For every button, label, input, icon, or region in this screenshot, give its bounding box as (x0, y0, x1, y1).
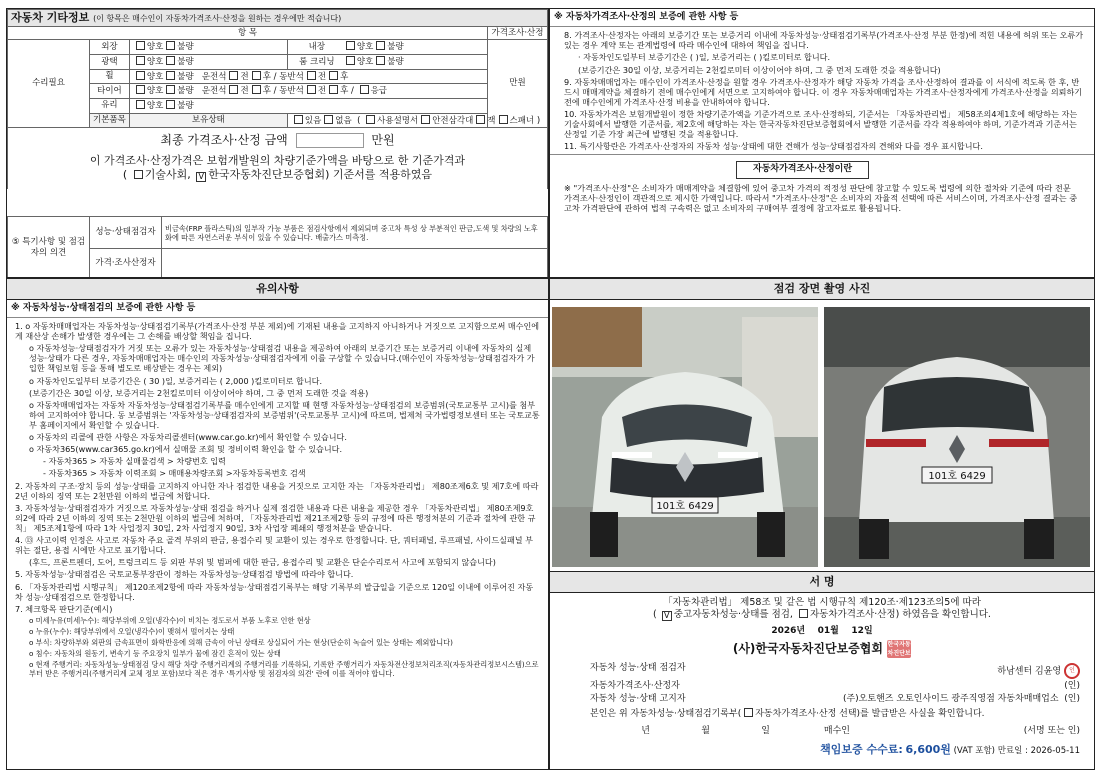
room-clean-bad-checkbox[interactable] (376, 56, 385, 65)
signer-rows (550, 662, 1094, 757)
notice-item: 2. 자동차의 구조·장치 등의 성능·상태를 고지하지 아니한 자나 점검한 내용을 거짓으로 고지한 자는 「자동차관리법」 제80조제6호 및 제7호에 따라 2년 이하의 징역 또는 2천만원 이하의 벌금에 처합니다. (15, 480, 539, 501)
item-text: 특기사항란은 가격조사·산정자의 자동차 성능·상태에 대한 견해가 성능·상태점검자의 견해와 다를 경우 표시합니다. (579, 141, 983, 152)
row-glass-label: 유리 (90, 98, 130, 113)
issuer-org (550, 637, 1094, 666)
signer-role: 자동차가격조사·산정자 (590, 680, 680, 691)
wheel-driver-front-checkbox[interactable] (229, 71, 238, 80)
rear-label: 후 (340, 71, 349, 82)
confirm-pricing-label: 자동차가격조사·산정) 하였음을 확인합니다. (809, 608, 991, 620)
notice-item: 7. 체크항목 판단기준(예시) (15, 603, 113, 614)
row-room-clean-label: 룸 크리닝 (299, 57, 335, 67)
fee-amount: 6,600원 (905, 742, 951, 756)
confirm-inspection-label: 중고자동차성능·상태를 점검, (673, 608, 793, 620)
basic-item-label: 사용설명서 (377, 115, 419, 126)
notice-item: - 자동차365 > 자동차 실매물검색 > 차량번호 입력 (43, 456, 226, 467)
criteria-item: o 미세누유(미세누수): 해당부위에 오일(냉각수)이 비치는 정도로서 부품 노후로 인한 현상 (29, 615, 311, 625)
rear-label: 후 (340, 86, 349, 97)
final-price-input[interactable] (296, 133, 364, 148)
issue-month: 01월 (817, 625, 839, 636)
item-number: 10. (564, 109, 577, 120)
wheel-good-checkbox[interactable] (136, 71, 145, 80)
opt-label: 양호 (146, 57, 164, 67)
wheel-passenger-rear-checkbox[interactable] (329, 71, 338, 80)
front-label: 전 (317, 71, 327, 82)
notice-item: - 자동차365 > 자동차 이력조회 > 매매용차량조회 >자동차등록번호 검색 (43, 468, 306, 479)
basic-item-label: 스패너 (509, 115, 535, 126)
opt-label: 불량 (177, 86, 194, 97)
notice-item: 5. 자동차성능·상태점검은 국토교통부장관이 정하는 자동차성능·상태점검 방법에 따라야 합니다. (15, 569, 354, 580)
item-column-header: 항 목 (8, 26, 488, 40)
triangle-checkbox[interactable] (421, 115, 430, 124)
rear-label: 후 (262, 86, 271, 97)
confirm-inspection-checkbox[interactable]: V (662, 611, 672, 621)
notices-list (7, 318, 548, 678)
exterior-good-checkbox[interactable] (136, 41, 145, 50)
criteria-item: o 침수: 자동차의 원동기, 변속기 등 주요장치 일부가 물에 잠긴 흔적이 있는 상태 (29, 648, 281, 658)
opt-label: 양호 (146, 100, 164, 111)
tire-good-checkbox[interactable] (136, 85, 145, 94)
manual-checkbox[interactable] (366, 115, 375, 124)
gloss-good-checkbox[interactable] (136, 56, 145, 65)
notice-item: 1. o 자동차매매업자는 자동차성능·상태점검기록부(가격조사·산정 부분 제외)에 기재된 내용을 고지하지 아니하거나 거짓으로 고지함으로써 매수인에게 재산상 손해가 발생한 경우에는 그 손해를 배상할 책임을 집니다. (15, 321, 540, 342)
signer-name: (주)오토핸즈 오토인사이드 광주직영점 자동차매매업소 (842, 694, 1059, 705)
opt-label: 양호 (356, 42, 374, 53)
inspection-photos (550, 299, 1094, 571)
warranty-item: · 자동차인도일부터 보증기간은 ( )일, 보증거리는 ( )킬로미터로 합니다. (578, 52, 831, 63)
warranty-item (564, 30, 1086, 50)
rear-label: 후 (262, 71, 271, 82)
notice-item: o 자동차성능·상태점검자가 거짓 또는 오류가 있는 자동차성능·상태점검 내용을 제공하여 아래의 보증기간 또는 보증거리 이내에 자동차의 실제 성능·상태가 다른 경우, 자동차매매업자는 매수인의 자동차성능·상태점검자에게 이를 구상할 수 있습니다.(매수인이 자동차성능·상태점검자가 가입한 책임보험 등을 통해 별도로 배상받는 경우는 제외) (29, 343, 535, 374)
photos-and-signature-section (549, 278, 1095, 770)
notice-item: o 자동차매매업자는 자동차 자동차성능·상태점검기록부를 매수인에게 고지할 때 현행 자동차성능·상태점검의 보증범위(국토교통부 고시)를 첨부하여 고지하여야 합니다. 동 보증범위는 '자동차성능·상태점검자의 보증범위'(국토교통부 고시)에 따르며, 법제처 국가법령정보센터 또는 국토교통부 홈페이지에서 확인할 수 있습니다. (29, 399, 540, 430)
wheel-driver-rear-checkbox[interactable] (252, 71, 261, 80)
other-info-table: 자동차 기타정보 (이 항목은 매수인이 자동차가격조사·산정을 원하는 경우에만 적습니다) 항 목 가격조사·산정 수리필요 외장 양호 불량 내장 양호 불량 만원 광택 양호 불량 룸 크리닝 양호 불량 휠 양호 불량 운전석 전 후 / 동반석 전 후 타이어 양호 불량 운전석 전 후 / 동반석 전 후 / 응급 유리 양호 불량 기본품목 보유상태 있음 없음 ( 사용설명서 안전삼각대 잭 스패너 ) 최종 가격조사·산정 금액 만원 이 가격조사·산정가격은 보험개발원의 차량기준가액을 바탕으로 한 기준가격과 ( 기술사회, V 한국자동차진단보증협회) 기준서를 적용하였음 (7, 9, 548, 189)
gloss-bad-checkbox[interactable] (166, 56, 175, 65)
receipt-text-a: 본인은 위 자동차성능·상태점검기록부( (590, 709, 742, 720)
spanner-checkbox[interactable] (499, 115, 508, 124)
item-text: 자동차가격은 보험개발원이 정한 차량기준가액을 기준가격으로 조사·산정하되, 기준서는 「자동차관리법」 제58조의4제1호에 해당하는 자는 기술사회에서 발행한 기준서를, 제2호에 해당하는 자는 한국자동차진단보증협회에서 발행한 기준서를 각각 적용하여야 하며, 기준가격과 기준서는 산정일 기준 가장 최근에 발행된 것을 적용합니다. (564, 109, 1078, 140)
opt-label: 불량 (177, 42, 194, 53)
notice-item: 4. ⑬ 사고이력 인정은 사고로 자동차 주요 골격 부위의 판금, 용접수리 및 교환이 있는 경우로 한정합니다. 단, 쿼터패널, 루프패널, 사이드실패널 부위는 절단, 용접 시에만 사고로 표기합니다. (15, 535, 533, 556)
basic-no-checkbox[interactable] (324, 115, 333, 124)
car-rear-image (824, 307, 1090, 567)
basis-tech-society-checkbox[interactable] (134, 170, 143, 179)
emergency-label: 응급 (370, 86, 387, 97)
opt-label: 양호 (146, 86, 164, 97)
plate-text: 101호 6429 (928, 471, 986, 482)
signer-row-inspector (590, 662, 1080, 680)
signer-name: 하남센터 김윤영 (997, 666, 1062, 677)
wheel-passenger-front-checkbox[interactable] (307, 71, 316, 80)
definition-title: 자동차가격조사·산정이란 (736, 161, 869, 178)
fee-label: 책임보증 수수료: (820, 742, 903, 756)
other-info-note: (이 항목은 매수인이 자동차가격조사·산정을 원하는 경우에만 적습니다) (93, 14, 342, 23)
pricer-opinion-label: 가격·조사산정자 (90, 249, 162, 279)
definition-text: ※ "가격조사·산정"은 소비자가 매매계약을 체결함에 있어 중고차 가격의 적정성 판단에 참고할 수 있도록 법령에 의한 절차와 기준에 따라 전문 가격조사·산정인이 객관적으로 제시한 가액입니다. 따라서 "가격조사·산정"은 소비자의 자율적 선택에 따른 서비스이며, 가격조사·산정 결과는 중고차 가격판단에 관하여 법적 구속력은 없고 소비자의 구매여부 결정에 참고자료로 활용됩니다. (564, 182, 1078, 214)
warranty-item: (보증기간은 30일 이상, 보증거리는 2천킬로미터 이상이어야 하며, 그 중 먼저 도래한 것을 적용합니다) (578, 64, 941, 75)
item-text: 자동차매매업자는 매수인이 가격조사·산정을 원할 경우 가격조사·산정자가 해당 자동차 가격을 조사·산정하여 결과를 이 서식에 적도록 한 후, 반드시 매매계약을 체결하기 전에 매수인에게 서면으로 고지하여야 합니다. 이 경우 자동차매매업자는 가격조사·산정자에게 가격조사·산정을 의뢰하기 전에 매수인에게 가격조사·산정 비용을 안내하여야 합니다. (564, 76, 1083, 107)
law-line: 「자동차관리법」 제58조 및 같은 법 시행규칙 제120조·제123조의5에 따라 (663, 596, 981, 608)
price-warranty-section (549, 8, 1095, 278)
front-label: 전 (240, 86, 249, 97)
glass-good-checkbox[interactable] (136, 100, 145, 109)
front-label: 전 (240, 71, 249, 82)
car-front-image (552, 307, 818, 567)
final-price-label: 최종 가격조사·산정 금액 (160, 133, 288, 148)
basis-suffix: 기준서를 적용하였음 (332, 167, 433, 181)
buyer-day: 일 (761, 725, 770, 736)
opt-label: 불량 (387, 42, 404, 53)
opt-label: 있음 (304, 115, 322, 126)
tire-passenger-rear-checkbox[interactable] (329, 85, 338, 94)
price-column-header: 가격조사·산정 (488, 26, 548, 40)
photo-front-view (552, 307, 818, 567)
notice-item: (후드, 프론트펜더, 도어, 트렁크리드 등 외판 부위 및 범퍼에 대한 판금, 용접수리 및 교환은 단순수리로서 사고에 포함되지 않습니다) (29, 557, 496, 568)
issue-date (550, 621, 1094, 637)
other-info-header (8, 10, 548, 27)
basis-opt2-label: 한국자동차진단보증협회 (208, 167, 326, 181)
interior-good-checkbox[interactable] (346, 41, 355, 50)
plate-text: 101호 6429 (656, 501, 714, 512)
exterior-bad-checkbox[interactable] (166, 41, 175, 50)
signer-row-notifier (590, 693, 1080, 706)
issue-year: 2026년 (771, 625, 806, 636)
criteria-item: o 현재 주행거리: 자동차성능·상태점검 당시 해당 차량 주행거리계의 주행거리를 기록하되, 기록한 주행거리가 자동차전산정보처리조직(자동차관리정보시스템)으로부터 받은 주행거리(주행거리계 교체 정보 포함)보다 적은 경우 '특기사항 및 점검자의 의견' 란에 이를 적어야 합니다. (29, 659, 539, 678)
inspector-opinion-text: 비금속(FRP 플라스틱)의 일부작 가능 부품은 점검사항에서 제외되며 중고차 특성 상 부분적인 판금,도색 및 차량의 노후화에 따른 자연스러운 부식이 있을 수 있습니다. 배출가스 미측정. (162, 217, 548, 249)
notice-item: (보증기간은 30일 이상, 보증거리는 2천킬로미터 이상이어야 하며, 그 중 먼저 도래한 것을 적용) (29, 387, 369, 398)
row-tire-label: 타이어 (90, 84, 130, 99)
row-wheel-label: 휠 (90, 69, 130, 84)
glass-bad-checkbox[interactable] (166, 100, 175, 109)
tire-driver-rear-checkbox[interactable] (252, 85, 261, 94)
tire-passenger-front-checkbox[interactable] (307, 85, 316, 94)
buyer-year: 년 (641, 725, 650, 736)
notices-title: 유의사항 (7, 279, 548, 300)
basic-yes-checkbox[interactable] (294, 115, 303, 124)
special-notes-table (7, 216, 548, 278)
basis-kaida-checkbox[interactable]: V (196, 172, 206, 182)
opt-label: 불량 (177, 71, 194, 82)
tire-bad-checkbox[interactable] (166, 85, 175, 94)
possession-label: 보유상태 (129, 113, 287, 128)
receipt-text-b: 자동차가격조사·산정 선택)를 발급받은 사실을 확인합니다. (755, 709, 985, 720)
basic-item-label: 잭 (487, 115, 496, 126)
basis-opt1-label: 기술사회 (144, 167, 188, 181)
passenger-side-label: 동반석 (279, 71, 304, 82)
opt-label: 불량 (177, 57, 194, 67)
opt-label: 불량 (387, 57, 404, 67)
other-info-title: 자동차 기타정보 (11, 11, 90, 24)
opt-label: 양호 (356, 57, 374, 67)
receipt-pricing-checkbox[interactable] (744, 708, 753, 717)
pricer-opinion-field[interactable] (162, 249, 548, 279)
basis-line1: 이 가격조사·산정가격은 보험개발원의 차량기준가액을 바탕으로 한 기준가격과 (89, 154, 466, 168)
final-price-unit: 만원 (371, 133, 395, 148)
warranty-item (564, 141, 1086, 151)
price-unit: 만원 (488, 40, 548, 128)
driver-side-label: 운전석 (201, 86, 227, 97)
photo-rear-view (824, 307, 1090, 567)
price-warranty-title: ※ 자동차가격조사·산정의 보증에 관한 사항 등 (550, 9, 1094, 27)
item-number: 8. (564, 30, 572, 41)
room-clean-good-checkbox[interactable] (346, 56, 355, 65)
front-label: 전 (317, 86, 327, 97)
item-number: 11. (564, 141, 577, 152)
jack-checkbox[interactable] (476, 115, 485, 124)
org-stamp-icon: 한국자동차진단보증 (887, 640, 911, 666)
basic-item-label: 안전삼각대 (432, 115, 474, 126)
buyer-label: 매수인 (823, 725, 850, 736)
special-notes-label: ⑤ 특기사항 및 점검자의 의견 (8, 217, 90, 279)
signature-title: 서 명 (550, 571, 1094, 593)
notice-item: 6. 「자동차관리법 시행규칙」 제120조제2항에 따라 자동차성능·상태점검기록부는 해당 기록부의 발급일을 기준으로 120일 이내에 이루어진 자동차 성능·상태점검으로 한정합니다. (15, 581, 534, 602)
criteria-item: o 부식: 차량하부와 외판의 금속표면이 화학반응에 의해 금속이 아닌 상태로 상실되어 가는 현상(단순히 녹슬어 있는 상태는 제외합니다) (29, 637, 453, 647)
notice-item: o 자동차의 리콜에 관한 사항은 자동차리콜센터(www.car.go.kr)에서 확인할 수 있습니다. (29, 432, 347, 443)
notice-item: o 자동차365(www.car365.go.kr)에서 실매물 조회 및 정비이력 확인을 할 수 있습니다. (29, 444, 343, 455)
buyer-month: 월 (701, 725, 710, 736)
fee-line (590, 738, 1080, 757)
notices-section (6, 278, 549, 770)
law-statement: 「자동차관리법」 제58조 및 같은 법 시행규칙 제120조·제123조의5에 따라 ( V 중고자동차성능·상태를 점검, 자동차가격조사·산정) 하였음을 확인합니다. (550, 593, 1094, 621)
receipt-statement (590, 706, 1080, 721)
passenger-side-label: 동반석 (279, 86, 304, 97)
driver-side-label: 운전석 (201, 71, 227, 82)
price-warranty-list (550, 27, 1094, 151)
opt-label: 없음 (335, 115, 352, 126)
criteria-item: o 누유(누수): 해당부위에서 오일(냉각수)이 맺혀서 떨어지는 상태 (29, 626, 235, 636)
vehicle-other-info-section (6, 8, 549, 278)
opt-label: 양호 (146, 71, 164, 82)
final-price-line (11, 129, 544, 152)
inspector-opinion-label: 성능·상태점검자 (90, 217, 162, 249)
buyer-sign-field[interactable]: (서명 또는 인) (1023, 725, 1080, 736)
warranty-item (564, 77, 1086, 107)
tire-emergency-checkbox[interactable] (360, 85, 369, 94)
signature-block (550, 571, 1094, 770)
notice-item: 3. 자동차성능·상태점검자가 거짓으로 자동차성능·상태 점검을 하거나 실제 점검한 내용과 다른 내용을 제공한 경우 「자동차관리법」 제80조제9호의2에 따라 2년 이하의 징역 또는 2천만원 이하의 벌금에 처하며, 「자동차관리법 제21조제2항 등의 규정에 따른 행정처분의 기준과 절차에 관한 규칙」 제5조제1항에 따라 1차 사업정지 30일, 2차 사업정지 90일, 3차 사업장 폐쇄의 행정처분을 받습니다. (15, 502, 536, 533)
basic-items-label: 기본품목 (90, 113, 130, 128)
fee-vat: (VAT 포함) (953, 745, 995, 756)
item-number: 9. (564, 76, 572, 87)
signer-role: 자동차 성능·상태 고지자 (590, 694, 686, 705)
signer-role: 자동차 성능·상태 점검자 (590, 662, 686, 673)
row-gloss-label: 광택 (90, 55, 130, 70)
definition-box (550, 154, 1094, 213)
signer-seal-text: (인) (1064, 680, 1080, 691)
opt-label: 불량 (177, 100, 194, 111)
notice-text: o 자동차매매업자는 자동차성능·상태점검기록부(가격조사·산정 부분 제외)에 기재된 내용을 고지하지 아니하거나 거짓으로 고지함으로써 매수인에게 재산상 손해가 발생한 경우에는 그 손해를 배상할 책임을 집니다. (15, 321, 540, 342)
expiry-date: 만료일 : 2026-05-11 (997, 745, 1080, 756)
warranty-item (564, 109, 1086, 139)
buyer-row (590, 722, 1080, 738)
row-interior-label: 내장 (308, 42, 326, 53)
tire-driver-front-checkbox[interactable] (229, 85, 238, 94)
repair-needed-label: 수리필요 (8, 40, 90, 128)
issue-day: 12일 (851, 625, 873, 636)
opt-label: 양호 (146, 42, 164, 53)
org-name: (사)한국자동차진단보증협회 (732, 641, 883, 656)
seal-icon: 인 (1064, 663, 1080, 679)
basis-statement: 이 가격조사·산정가격은 보험개발원의 차량기준가액을 바탕으로 한 기준가격과 ( 기술사회, V 한국자동차진단보증협회) 기준서를 적용하였음 (11, 152, 544, 188)
signer-row-pricer (590, 680, 1080, 693)
notice-item: o 자동차인도일부터 보증기간은 ( 30 )일, 보증거리는 ( 2,000 )킬로미터로 합니다. (29, 375, 323, 386)
item-text: 가격조사·산정자는 아래의 보증기간 또는 보증거리 이내에 자동차성능·상태점검기록부(가격조사·산정 부분 한정)에 적힌 내용에 허위 또는 오류가 있는 경우 계약 또는 관계법령에 따라 매수인에 대하여 책임을 집니다. (564, 30, 1084, 51)
photos-title: 점검 장면 촬영 사진 (550, 279, 1094, 300)
row-exterior-label: 외장 (90, 40, 130, 55)
confirm-pricing-checkbox[interactable] (799, 609, 808, 618)
interior-bad-checkbox[interactable] (376, 41, 385, 50)
signer-seal-text: (인) (1064, 694, 1080, 705)
notices-subtitle: ※ 자동차성능·상태점검의 보증에 관한 사항 등 (7, 300, 548, 318)
wheel-bad-checkbox[interactable] (166, 71, 175, 80)
